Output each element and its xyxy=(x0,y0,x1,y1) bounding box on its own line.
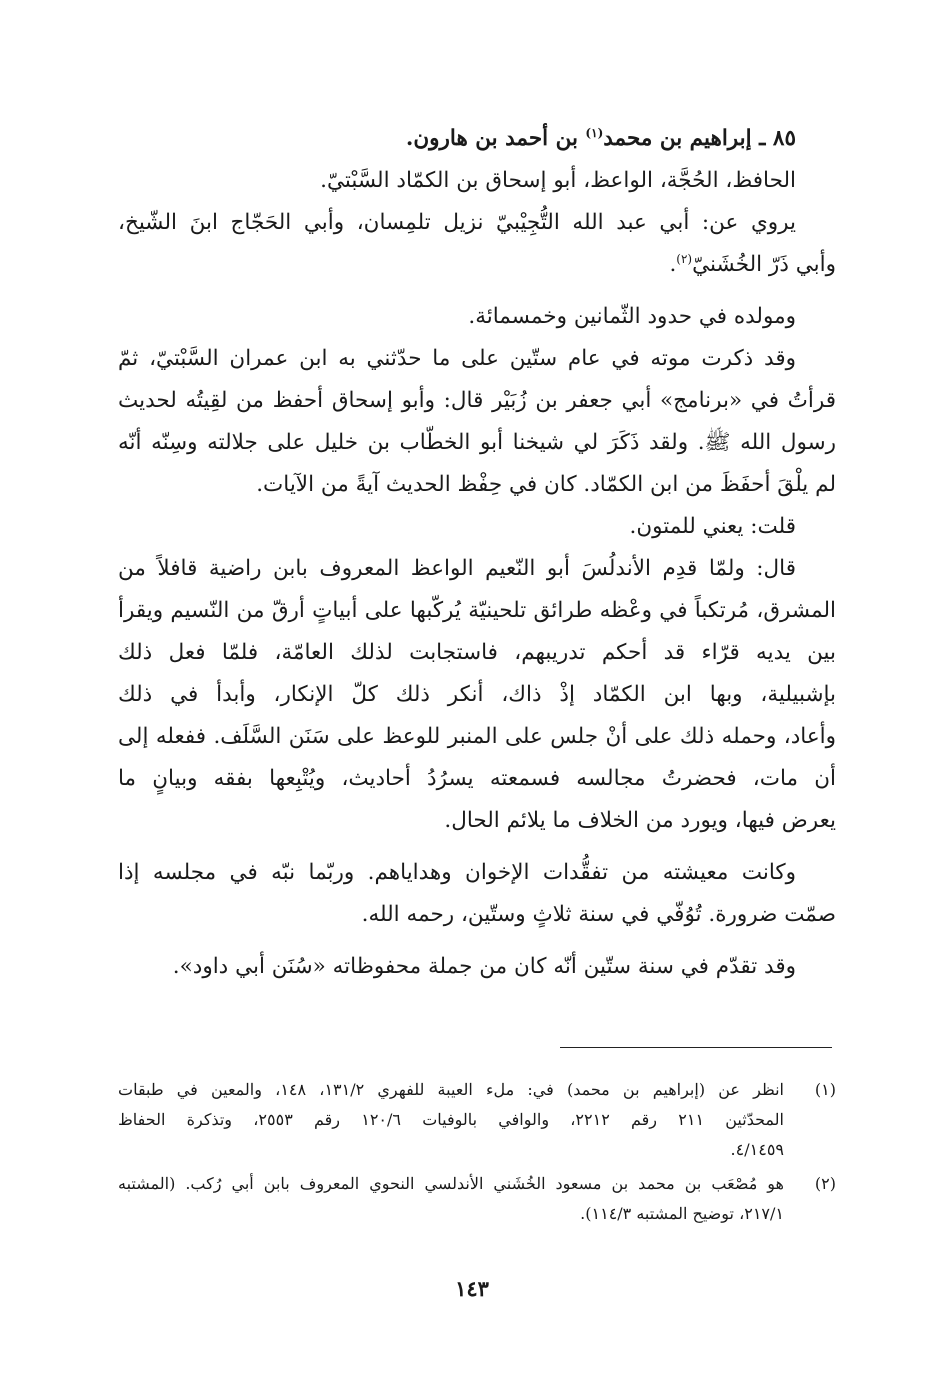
text-line: المشرق، مُرتكباً في وعْظه طرائق تلحينيّة يُركّبها على أبياتٍ أرقّ من النّسيم ويقرأ xyxy=(118,598,836,623)
page-number: ١٤٣ xyxy=(455,1276,489,1301)
text-line xyxy=(118,244,836,286)
footnote-line: ٢١٧/١، توضيح المشتبه ١١٤/٣). xyxy=(580,1204,784,1223)
footnote-1 xyxy=(118,1075,836,1165)
footnote-line: ٤/١٤٥٩. xyxy=(730,1140,784,1159)
text-line: يعرض فيها، ويورد من الخلاف ما يلائم الحال. xyxy=(444,808,836,833)
text-line: وأعاد، وحمله ذلك على أنْ جلس على المنبر للوعظ على سَنَن السَّلَف. ففعله إلى xyxy=(118,724,836,749)
entry-heading-name: ٨٥ ـ إبراهيم بن محمد xyxy=(603,126,796,151)
footnote-number: (٢) xyxy=(814,1174,836,1193)
text-line: وقد تقدّم في سنة ستّين أنّه كان من جملة محفوظاته «سُنَن أبي داود». xyxy=(172,954,796,979)
text-line: قلت: يعني للمتون. xyxy=(629,514,796,539)
text-line: صمّت ضرورة. تُوُفّي في سنة ثلاثٍ وستّين، رحمه الله. xyxy=(361,902,836,927)
footnote-line: هو مُصْعَب بن محمد بن مسعود الخُشَني الأندلسي النحوي المعروف بابن أبي رُكب. (المشتبه xyxy=(118,1174,784,1193)
entry-heading-name-continued: بن أحمد بن هارون. xyxy=(405,126,586,151)
footnote-divider xyxy=(560,1047,832,1048)
paragraph-gap xyxy=(118,842,836,852)
text-line: قال: ولمّا قدِم الأندلُسَ أبو النّعيم الواعظ المعروف بابن راضية قافلاً من xyxy=(118,556,796,581)
paragraph-gap xyxy=(118,936,836,946)
text-line: بين يديه قرّاء قد أحكم تدريبهم، فاستجابت لذلك العامّة، فلمّا فعل ذلك xyxy=(118,640,836,665)
text-line: وكانت معيشته من تفقُّدات الإخوان وهداياهم. وربّما نبّه في مجلسه إذا xyxy=(118,860,796,885)
entry-heading xyxy=(118,118,836,160)
text-line: قرأتُ في «برنامج» أبي جعفر بن زُبَيْر قال: وأبو إسحاق أحفظ من لقِيتُه لحديث xyxy=(118,388,836,413)
text-line-part: وأبي ذَرّ الخُشَنيّ xyxy=(692,252,836,277)
footnote-ref-1[interactable]: (١) xyxy=(585,125,604,140)
text-line-end: . xyxy=(669,252,677,277)
footnote-body xyxy=(118,1075,784,1165)
text-line: أن مات، فحضرتُ مجالسه فسمعته يسرُدُ أحاديث، ويُتْبِعها بفقه وبيانٍ ما xyxy=(118,766,836,791)
footnote-2 xyxy=(118,1169,836,1229)
text-line: بإشبيلية، وبها ابن الكمّاد إذْ ذاك، أنكر ذلك كلّ الإنكار، وأبدأ في ذلك xyxy=(118,682,836,707)
text-line: لم يلْقَ أحفَظَ من ابن الكمّاد. كان في حِفْظ الحديث آيةً من الآيات. xyxy=(256,472,836,497)
footnote-line: انظر عن (إبراهيم بن محمد) في: ملء العيبة للفهري ١٣١/٢، ١٤٨، والمعين في طبقات xyxy=(118,1080,784,1099)
text-line: رسول الله ﷺ. ولقد ذَكَرَ لي شيخنا أبو الخطّاب بن خليل على جلالته وسِنّه أنّه xyxy=(118,430,836,455)
paragraph-gap xyxy=(118,286,836,296)
text-line: الحافظ، الحُجَّة، الواعظ، أبو إسحاق بن الكمّاد السَّبْتيّ. xyxy=(320,168,796,193)
text-line: وقد ذكرت موته في عام ستّين على ما حدّثني به ابن عمران السَّبْتيّ، ثمّ xyxy=(118,346,796,371)
main-text xyxy=(118,118,836,988)
footnote-ref-2[interactable]: (٢) xyxy=(676,251,693,266)
footnote-number: (١) xyxy=(814,1080,836,1099)
text-line: يروي عن: أبي عبد الله التُّجِيْبيّ نزيل تلمِسان، وأبي الحَجّاج ابنَ الشّيخ، xyxy=(118,210,796,235)
footnote-body xyxy=(118,1169,784,1229)
footnotes xyxy=(118,1075,836,1233)
footnote-line: المحدّثين ٢١١ رقم ٢٢١٢، والوافي بالوفيات ١٢٠/٦ رقم ٢٥٥٣، وتذكرة الحفاظ xyxy=(118,1110,784,1129)
text-line: ومولده في حدود الثّمانين وخمسمائة. xyxy=(468,304,796,329)
